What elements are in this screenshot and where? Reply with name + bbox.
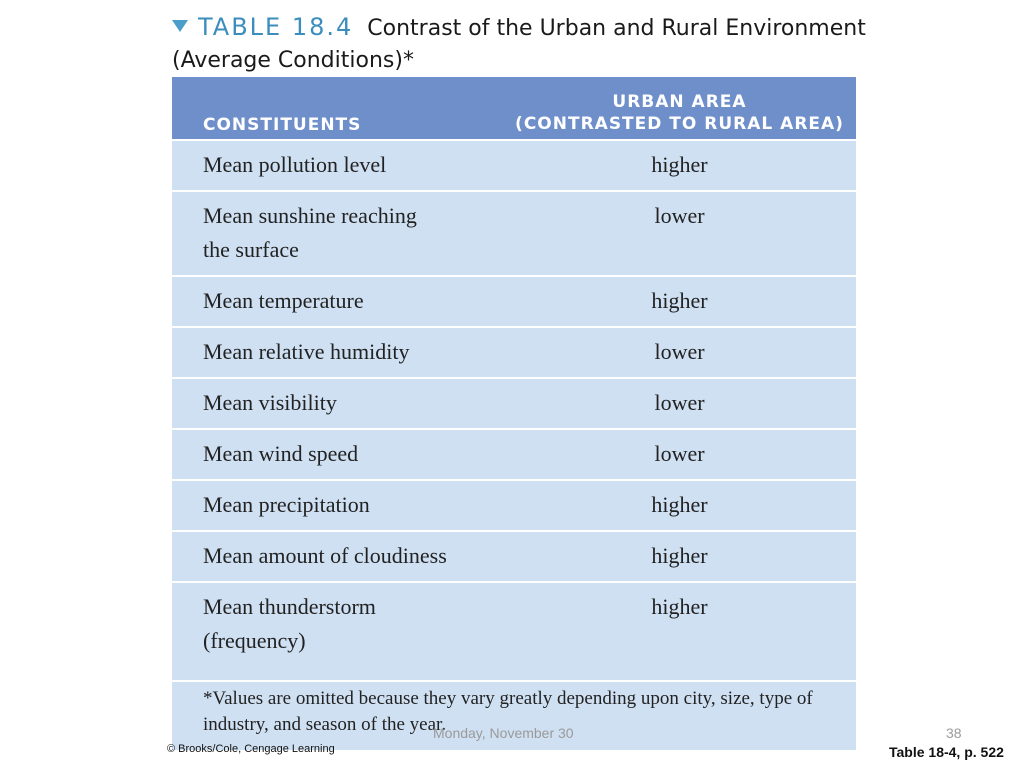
triangle-down-icon [172,20,188,32]
constituent-cell: Mean amount of cloudiness [172,531,503,582]
urban-value-cell: higher [503,140,856,191]
table-row [172,480,856,531]
constituent-cell: Mean relative humidity [172,327,503,378]
constituent-cell: Mean visibility [172,378,503,429]
column-header-urban-area [503,77,856,140]
constituent-cell: Mean pollution level [172,140,503,191]
table-label: TABLE 18.4 [198,13,354,41]
constituent-cell: Mean wind speed [172,429,503,480]
table-header-row [172,77,856,140]
urban-value-cell: higher [503,531,856,582]
column-header-urban-line2: (CONTRASTED TO RURAL AREA) [515,114,844,134]
constituent-cell: Mean precipitation [172,480,503,531]
constituent-cell: Mean thunderstorm (frequency) [172,582,503,681]
table-subtitle: (Average Conditions)* [172,48,414,73]
table-row [172,140,856,191]
title-block [172,10,872,76]
table-row [172,582,856,681]
table-row [172,378,856,429]
date-footer: Monday, November 30 [433,725,574,741]
copyright-notice: © Brooks/Cole, Cengage Learning [167,743,335,755]
column-header-urban-line1: URBAN AREA [612,92,747,112]
urban-value-cell: higher [503,582,856,681]
table-row [172,191,856,276]
urban-value-cell: lower [503,429,856,480]
urban-value-cell: higher [503,480,856,531]
table-row [172,327,856,378]
column-header-constituents: CONSTITUENTS [172,77,503,140]
table-title: Contrast of the Urban and Rural Environment [367,16,866,41]
table-reference: Table 18-4, p. 522 [889,744,1004,760]
constituent-cell: Mean temperature [172,276,503,327]
table-row [172,531,856,582]
table-row [172,276,856,327]
table-footnote: *Values are omitted because they vary greatly depending upon city, size, type of industry, and season of the year. [172,681,856,750]
urban-value-cell: lower [503,191,856,276]
urban-value-cell: lower [503,378,856,429]
page-number: 38 [946,725,962,741]
urban-value-cell: higher [503,276,856,327]
urban-value-cell: lower [503,327,856,378]
comparison-table [172,77,856,750]
table-row [172,429,856,480]
constituent-cell: Mean sunshine reaching the surface [172,191,503,276]
title-line [172,10,872,46]
